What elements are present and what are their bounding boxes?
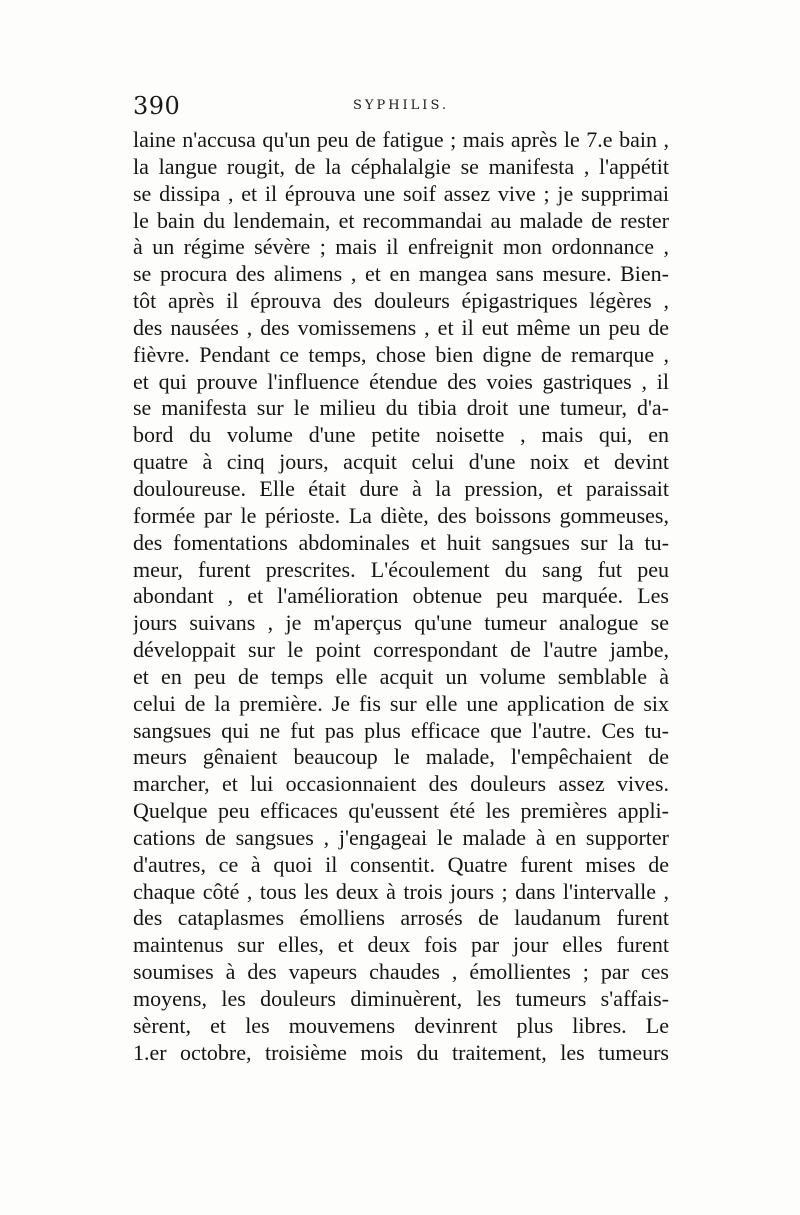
body-text	[133, 127, 669, 1067]
text-line: se manifesta sur le milieu du tibia droit une tumeur, d'a-	[133, 395, 669, 421]
text-line: des cataplasmes émolliens arrosés de laudanum furent	[133, 905, 669, 931]
text-line: formée par le périoste. La diète, des boissons gommeuses,	[133, 502, 669, 528]
text-line: laine n'accusa qu'un peu de fatigue ; mais après le 7.e bain ,	[133, 127, 669, 152]
text-line: et qui prouve l'influence étendue des voies gastriques , il	[133, 368, 669, 394]
text-line: douloureuse. Elle était dure à la pression, et paraissait	[133, 475, 669, 501]
text-line: le bain du lendemain, et recommandai au malade de rester	[133, 207, 669, 233]
running-head: SYPHILIS.	[352, 98, 450, 113]
text-line: bord du volume d'une petite noisette , mais qui, en	[133, 422, 669, 448]
text-line: se procura des alimens , et en mangea sans mesure. Bien-	[133, 261, 669, 287]
text-line: et en peu de temps elle acquit un volume semblable à	[133, 663, 669, 689]
text-line: meur, furent prescrites. L'écoulement du sang fut peu	[133, 556, 669, 582]
text-line: d'autres, ce à quoi il consentit. Quatre furent mises de	[133, 851, 669, 877]
text-line: chaque côté , tous les deux à trois jours ; dans l'intervalle ,	[133, 878, 669, 904]
text-line: cations de sangsues , j'engageai le malade à en supporter	[133, 824, 669, 850]
text-line: 1.er octobre, troisième mois du traitement, les tumeurs	[133, 1039, 669, 1065]
text-line: soumises à des vapeurs chaudes , émollientes ; par ces	[133, 959, 669, 985]
text-line: sangsues qui ne fut pas plus efficace que l'autre. Ces tu-	[133, 717, 669, 743]
text-line: Quelque peu efficaces qu'eussent été les premières appli-	[133, 798, 669, 824]
text-line: celui de la première. Je fis sur elle une application de six	[133, 690, 669, 716]
text-line: moyens, les douleurs diminuèrent, les tumeurs s'affais-	[133, 986, 669, 1011]
text-line: sèrent, et les mouvemens devinrent plus libres. Le	[133, 1012, 669, 1038]
text-line: développait sur le point correspondant de l'autre jambe,	[133, 637, 669, 663]
text-line: marcher, et lui occasionnaient des douleurs assez vives.	[133, 771, 669, 797]
text-line: fièvre. Pendant ce temps, chose bien digne de remarque ,	[133, 341, 669, 367]
page-header	[133, 92, 669, 126]
text-line: à un régime sévère ; mais il enfreignit mon ordonnance ,	[133, 234, 669, 260]
text-line: tôt après il éprouva des douleurs épigastriques légères ,	[133, 288, 669, 314]
text-line: maintenus sur elles, et deux fois par jour elles furent	[133, 932, 669, 958]
text-line: quatre à cinq jours, acquit celui d'une noix et devint	[133, 449, 669, 475]
text-line: meurs gênaient beaucoup le malade, l'empêchaient de	[133, 744, 669, 770]
text-line: se dissipa , et il éprouva une soif assez vive ; je supprimai	[133, 180, 669, 206]
text-line: des nausées , des vomissemens , et il eut même un peu de	[133, 314, 669, 340]
text-line: jours suivans , je m'aperçus qu'une tumeur analogue se	[133, 610, 669, 636]
text-line: la langue rougit, de la céphalalgie se manifesta , l'appétit	[133, 153, 669, 179]
text-line: des fomentations abdominales et huit sangsues sur la tu-	[133, 529, 669, 555]
text-line: abondant , et l'amélioration obtenue peu marquée. Les	[133, 583, 669, 609]
page-number: 390	[133, 92, 181, 120]
